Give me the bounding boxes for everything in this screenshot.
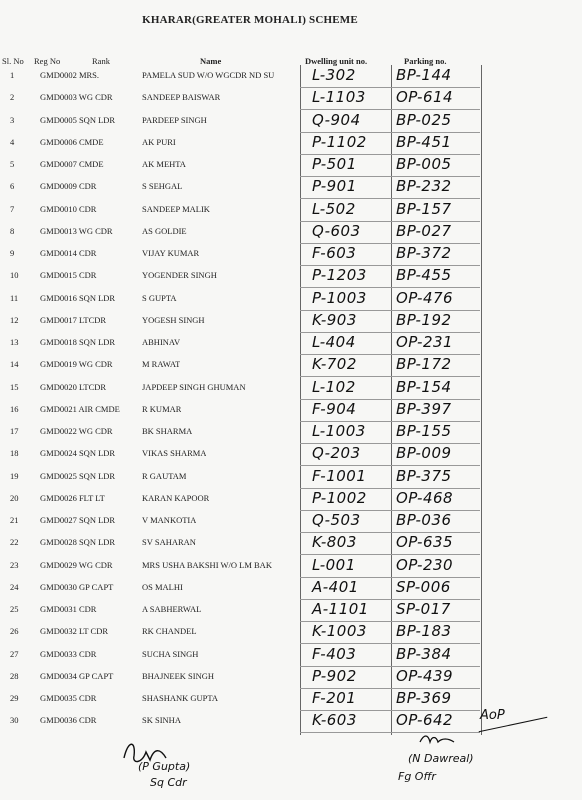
row-dwelling-unit: K-803 — [312, 533, 357, 552]
table-row — [0, 223, 582, 245]
header-dwelling-unit: Dwelling unit no. — [305, 56, 368, 66]
row-name: ABHINAV — [142, 337, 181, 347]
row-dwelling-unit: L-001 — [312, 555, 356, 574]
row-name: S SEHGAL — [142, 181, 183, 192]
row-dwelling-unit: Q-904 — [312, 110, 361, 129]
row-dwelling-unit: P-1203 — [312, 266, 367, 285]
row-dwelling-unit: F-1001 — [312, 466, 367, 485]
table-row — [0, 490, 582, 512]
row-reg-rank: GMD0016 SQN LDR — [40, 292, 116, 303]
row-dwelling-unit: P-902 — [312, 666, 357, 685]
row-sl-no: 1 — [10, 70, 15, 80]
row-dwelling-unit: P-501 — [312, 155, 357, 173]
row-reg-rank: GMD0014 CDR — [40, 248, 97, 258]
row-name: A SABHERWAL — [142, 604, 202, 614]
table-row — [0, 156, 582, 178]
table-row — [0, 401, 582, 423]
row-dwelling-unit: L-302 — [312, 66, 356, 84]
row-sl-no: 30 — [10, 715, 19, 726]
row-reg-rank: GMD0022 WG CDR — [40, 426, 113, 436]
right-signature-rank: Fg Offr — [398, 770, 436, 783]
row-reg-rank: GMD0019 WG CDR — [40, 359, 113, 370]
row-parking: OP-231 — [396, 333, 454, 351]
row-parking: OP-614 — [396, 88, 454, 107]
row-sl-no: 15 — [10, 381, 19, 392]
row-reg-rank: GMD0034 GP CAPT — [40, 670, 114, 681]
row-parking: BP-369 — [396, 689, 452, 707]
row-parking: OP-476 — [396, 288, 454, 307]
row-reg-rank: GMD0020 LTCDR — [40, 381, 107, 392]
row-sl-no: 20 — [10, 492, 19, 503]
row-name: SV SAHARAN — [142, 537, 196, 548]
row-name: YOGENDER SINGH — [142, 270, 217, 281]
row-name: BK SHARMA — [142, 426, 193, 436]
row-dwelling-unit: K-603 — [312, 711, 357, 730]
row-reg-rank: GMD0007 CMDE — [40, 159, 104, 169]
row-sl-no: 29 — [10, 693, 19, 703]
row-parking: BP-005 — [396, 155, 452, 173]
row-sl-no: 6 — [10, 181, 15, 192]
row-name: SUCHA SINGH — [142, 648, 199, 659]
table-row — [0, 312, 582, 334]
row-sl-no: 24 — [10, 581, 19, 592]
row-sl-no: 4 — [10, 136, 15, 147]
row-reg-rank: GMD0025 SQN LDR — [40, 470, 116, 481]
page-title: KHARAR(GREATER MOHALI) SCHEME — [142, 14, 358, 26]
row-name: AS GOLDIE — [142, 225, 187, 236]
row-parking: BP-232 — [396, 177, 452, 196]
row-name: VIKAS SHARMA — [142, 448, 207, 459]
table-row — [0, 245, 582, 267]
row-sl-no: 13 — [10, 337, 19, 347]
row-parking: BP-155 — [396, 422, 452, 440]
row-reg-rank: GMD0013 WG CDR — [40, 225, 113, 236]
right-signature-name: (N Dawreal) — [408, 752, 474, 765]
row-dwelling-unit: F-201 — [312, 689, 357, 707]
row-parking: BP-455 — [396, 266, 452, 285]
row-name: VIJAY KUMAR — [142, 248, 200, 258]
row-dwelling-unit: Q-603 — [312, 221, 361, 240]
table-row — [0, 112, 582, 134]
row-sl-no: 3 — [10, 114, 15, 125]
table-row — [0, 534, 582, 556]
row-dwelling-unit: K-702 — [312, 355, 357, 374]
row-parking: OP-439 — [396, 666, 454, 685]
row-parking: BP-397 — [396, 399, 452, 418]
row-sl-no: 21 — [10, 515, 19, 525]
row-sl-no: 17 — [10, 426, 19, 436]
row-name: S GUPTA — [142, 292, 177, 303]
row-parking: OP-230 — [396, 555, 454, 574]
row-parking: BP-192 — [396, 310, 452, 329]
table-row — [0, 445, 582, 467]
table-row — [0, 601, 582, 623]
row-name: PAMELA SUD W/O WGCDR ND SU — [142, 70, 275, 80]
table-row — [0, 267, 582, 289]
row-sl-no: 11 — [10, 292, 19, 303]
row-sl-no: 10 — [10, 270, 19, 281]
row-reg-rank: GMD0018 SQN LDR — [40, 337, 116, 347]
table-row — [0, 423, 582, 445]
row-reg-rank: GMD0029 WG CDR — [40, 559, 113, 570]
row-dwelling-unit: F-403 — [312, 644, 357, 663]
row-dwelling-unit: A-1101 — [312, 600, 369, 618]
row-reg-rank: GMD0026 FLT LT — [40, 492, 105, 503]
row-sl-no: 25 — [10, 604, 19, 614]
header-reg-no: Reg No — [34, 56, 61, 66]
row-name: R KUMAR — [142, 403, 182, 414]
row-name: SANDEEP MALIK — [142, 203, 210, 214]
row-reg-rank: GMD0036 CDR — [40, 715, 97, 726]
row-reg-rank: GMD0015 CDR — [40, 270, 97, 281]
table-row — [0, 134, 582, 156]
row-parking: OP-635 — [396, 533, 454, 552]
row-parking: BP-183 — [396, 622, 452, 641]
row-sl-no: 8 — [10, 225, 15, 236]
row-name: OS MALHI — [142, 581, 183, 592]
row-reg-rank: GMD0031 CDR — [40, 604, 97, 614]
table-row — [0, 512, 582, 534]
row-name: RK CHANDEL — [142, 626, 197, 637]
row-dwelling-unit: P-1102 — [312, 132, 367, 151]
table-row — [0, 579, 582, 601]
row-sl-no: 5 — [10, 159, 15, 169]
row-dwelling-unit: Q-503 — [312, 511, 361, 529]
table-row — [0, 557, 582, 579]
row-reg-rank: GMD0035 CDR — [40, 693, 97, 703]
row-sl-no: 9 — [10, 248, 15, 258]
table-row — [0, 356, 582, 378]
row-reg-rank: GMD0021 AIR CMDE — [40, 403, 120, 414]
row-name: M RAWAT — [142, 359, 181, 370]
row-dwelling-unit: L-502 — [312, 199, 356, 218]
row-reg-rank: GMD0032 LT CDR — [40, 626, 109, 637]
row-reg-rank: GMD0003 WG CDR — [40, 92, 113, 103]
row-dwelling-unit: K-1003 — [312, 622, 367, 641]
row-parking: SP-017 — [396, 600, 451, 618]
row-name: SK SINHA — [142, 715, 181, 726]
header-name: Name — [200, 56, 222, 66]
header-sl-no: Sl. No — [2, 56, 24, 66]
row-reg-rank: GMD0006 CMDE — [40, 136, 104, 147]
row-name: PARDEEP SINGH — [142, 114, 207, 125]
row-sl-no: 19 — [10, 470, 19, 481]
row-dwelling-unit: F-603 — [312, 244, 357, 262]
row-name: R GAUTAM — [142, 470, 187, 481]
row-dwelling-unit: F-904 — [312, 399, 357, 418]
row-name: AK MEHTA — [142, 159, 186, 169]
row-sl-no: 16 — [10, 403, 19, 414]
row-parking: BP-384 — [396, 644, 452, 663]
row-sl-no: 22 — [10, 537, 19, 548]
row-name: YOGESH SINGH — [142, 314, 205, 325]
row-sl-no: 7 — [10, 203, 15, 214]
row-sl-no: 18 — [10, 448, 19, 459]
table-row — [0, 67, 582, 89]
row-parking: BP-027 — [396, 221, 452, 240]
table-row — [0, 334, 582, 356]
row-dwelling-unit: K-903 — [312, 310, 357, 329]
row-parking: BP-372 — [396, 244, 452, 262]
table-row — [0, 668, 582, 690]
row-parking: OP-642 — [396, 711, 454, 730]
row-parking: SP-006 — [396, 577, 451, 596]
row-reg-rank: GMD0027 SQN LDR — [40, 515, 116, 525]
row-dwelling-unit: P-1003 — [312, 288, 367, 307]
corner-note: AoP — [480, 708, 505, 723]
row-sl-no: 12 — [10, 314, 19, 325]
row-sl-no: 27 — [10, 648, 19, 659]
row-reg-rank: GMD0017 LTCDR — [40, 314, 107, 325]
row-dwelling-unit: L-102 — [312, 377, 356, 396]
left-signature-name: (P Gupta) — [138, 760, 191, 773]
row-parking: BP-144 — [396, 66, 452, 84]
row-reg-rank: GMD0010 CDR — [40, 203, 97, 214]
header-parking: Parking no. — [404, 56, 447, 66]
row-parking: BP-025 — [396, 110, 452, 129]
table-row — [0, 89, 582, 111]
table-row — [0, 379, 582, 401]
row-reg-rank: GMD0009 CDR — [40, 181, 97, 192]
row-dwelling-unit: A-401 — [312, 577, 359, 596]
row-sl-no: 23 — [10, 559, 19, 570]
table-row — [0, 290, 582, 312]
table-row — [0, 646, 582, 668]
row-reg-rank: GMD0002 MRS. — [40, 70, 100, 80]
left-signature-rank: Sq Cdr — [150, 776, 187, 789]
row-name: KARAN KAPOOR — [142, 492, 210, 503]
row-parking: BP-154 — [396, 377, 452, 396]
row-dwelling-unit: L-1003 — [312, 422, 366, 440]
row-dwelling-unit: L-1103 — [312, 88, 366, 107]
row-dwelling-unit: P-901 — [312, 177, 357, 196]
row-parking: BP-451 — [396, 132, 452, 151]
row-sl-no: 2 — [10, 92, 15, 103]
header-rank: Rank — [92, 56, 110, 66]
row-name: JAPDEEP SINGH GHUMAN — [142, 381, 246, 392]
row-reg-rank: GMD0030 GP CAPT — [40, 581, 114, 592]
row-name: MRS USHA BAKSHI W/O LM BAK — [142, 559, 272, 570]
row-dwelling-unit: Q-203 — [312, 444, 361, 463]
table-row — [0, 178, 582, 200]
row-reg-rank: GMD0028 SQN LDR — [40, 537, 116, 548]
row-reg-rank: GMD0024 SQN LDR — [40, 448, 116, 459]
row-dwelling-unit: L-404 — [312, 333, 356, 351]
row-parking: BP-172 — [396, 355, 452, 374]
row-reg-rank: GMD0005 SQN LDR — [40, 114, 116, 125]
row-name: V MANKOTIA — [142, 515, 197, 525]
table-row — [0, 623, 582, 645]
row-parking: BP-036 — [396, 511, 452, 529]
row-sl-no: 26 — [10, 626, 19, 637]
row-parking: BP-009 — [396, 444, 452, 463]
row-parking: BP-375 — [396, 466, 452, 485]
row-reg-rank: GMD0033 CDR — [40, 648, 97, 659]
right-signature — [418, 730, 458, 751]
row-name: AK PURI — [142, 136, 176, 147]
table-row — [0, 468, 582, 490]
row-parking: BP-157 — [396, 199, 452, 218]
row-dwelling-unit: P-1002 — [312, 488, 367, 507]
row-sl-no: 28 — [10, 670, 19, 681]
row-name: SANDEEP BAISWAR — [142, 92, 221, 103]
row-sl-no: 14 — [10, 359, 19, 370]
row-name: SHASHANK GUPTA — [142, 693, 219, 703]
row-name: BHAJNEEK SINGH — [142, 670, 215, 681]
table-row — [0, 201, 582, 223]
row-parking: OP-468 — [396, 488, 454, 507]
